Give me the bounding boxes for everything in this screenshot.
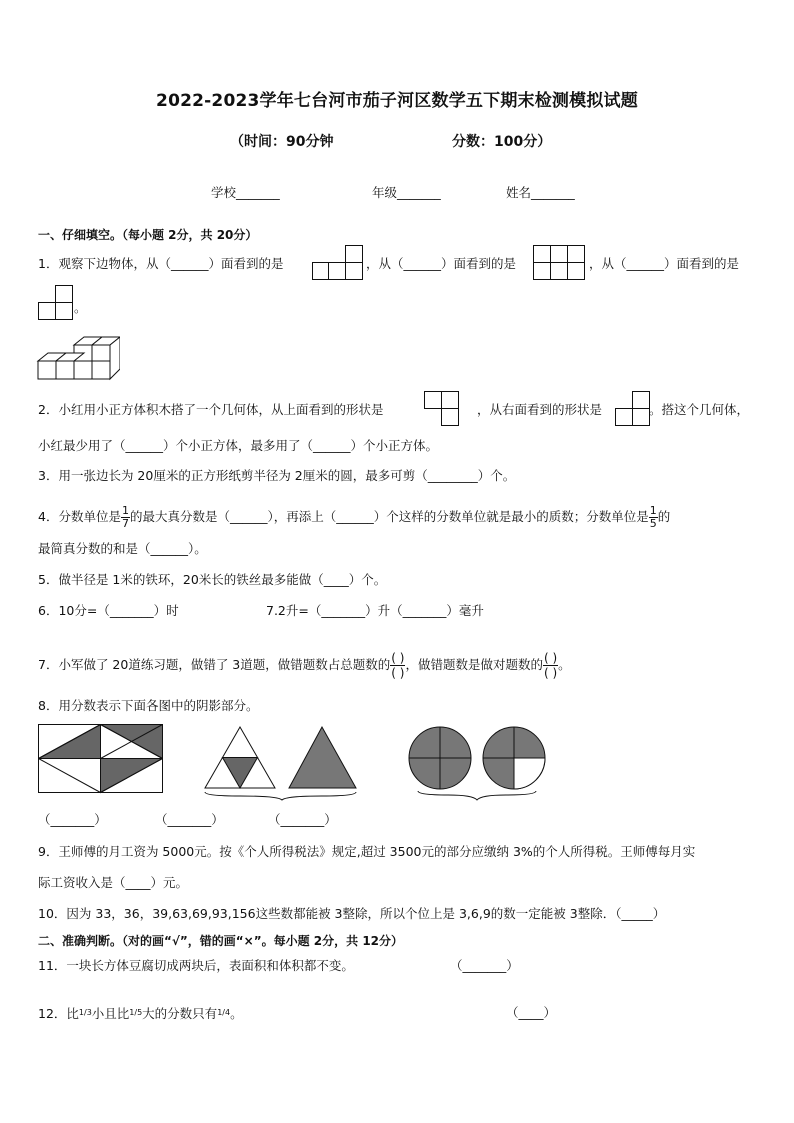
q12-part-b: 小且比 (91, 1006, 130, 1021)
q10-text: 10．因为 33，36，39,63,69,93,156这些数都能被 3整除，所以个位上是 3,6,9的数一定能被 3整除．（_____） (38, 906, 666, 921)
q2-right-view-grid (615, 391, 650, 426)
q8-rectangle-figure (38, 724, 164, 794)
q8-blank-1[interactable]: （_______） (38, 812, 107, 827)
q12-part-a: 12．比 (38, 1006, 79, 1021)
q12-fraction-3: 1/4 (217, 1008, 231, 1017)
q1-view-grid-1 (312, 245, 363, 280)
q4-frac2-den: 5 (649, 517, 657, 530)
q8-blank-3[interactable]: （_______） (268, 812, 337, 827)
q4-frac2-num: 1 (649, 504, 657, 517)
q2-top-view-grid (424, 391, 459, 426)
q7-part-a: 7．小军做了 20道练习题，做错了 3道题，做错题数占总题数的 (38, 657, 391, 672)
q1-part-b: ，从（______）面看到的是 (366, 256, 517, 271)
q12-fraction-2: 1/5 (129, 1008, 143, 1017)
q12-part-c: 大的分数只有 (142, 1006, 218, 1021)
q6-part-a: 6．10分=（_______）时 (38, 603, 179, 618)
q4-frac1-den: 7 (121, 517, 129, 530)
q3-text: 3．用一张边长为 20厘米的正方形纸剪半径为 2厘米的圆，最多可剪（________）个。 (38, 468, 516, 483)
q7-blank2-num: ( ) (543, 651, 558, 665)
q8-blank-2[interactable]: （_______） (155, 812, 224, 827)
q4-line2: 最简真分数的和是（______）。 (38, 541, 207, 556)
q12-fraction-1: 1/3 (78, 1008, 92, 1017)
q2-part-c: 。搭这个几何体， (649, 402, 750, 417)
q8-circles-figure (408, 723, 548, 803)
q11-blank[interactable]: （_______） (450, 958, 519, 973)
q8-triangles-figure (200, 722, 365, 802)
q7-fraction-blank-1[interactable] (390, 651, 405, 680)
section1-heading: 一、仔细填空。（每小题 2分，共 20分） (38, 228, 258, 242)
q1-cube-figure (36, 333, 120, 381)
q1-view-grid-2 (533, 245, 585, 280)
q4-part-c: 的 (657, 509, 671, 524)
q7-blank1-den: ( ) (391, 666, 405, 680)
section2-heading: 二、准确判断。（对的画“√”，错的画“×”。每小题 2分，共 12分） (38, 934, 404, 948)
exam-score: 分数：100分） (452, 134, 552, 150)
q12-part-d: 。 (230, 1006, 243, 1021)
q2-part-b: ，从右面看到的形状是 (477, 402, 603, 417)
q7-part-b: ，做错题数是做对题数的 (405, 657, 543, 672)
page-title: 2022-2023学年七台河市茄子河区数学五下期末检测模拟试题 (156, 91, 638, 111)
grade-field[interactable]: 年级_______ (372, 185, 441, 200)
q6-part-b: 7.2升=（_______）升（_______）毫升 (266, 603, 484, 618)
q4-fraction-1 (121, 505, 130, 530)
q7-part-c: 。 (558, 657, 571, 672)
q12-line (38, 1005, 243, 1022)
q7-line (38, 651, 571, 680)
q4-part-b: 的最大真分数是（______），再添上（______）个这样的分数单位就是最小的质数；分数单位是 (129, 509, 649, 524)
q4-part-a: 4．分数单位是 (38, 509, 121, 524)
q7-fraction-blank-2[interactable] (543, 651, 558, 680)
q2-line2: 小红最少用了（______）个小正方体，最多用了（______）个小正方体。 (38, 438, 439, 453)
name-field[interactable]: 姓名_______ (506, 185, 575, 200)
q5-text: 5．做半径是 1米的铁环，20米长的铁丝最多能做（____）个。 (38, 572, 387, 587)
q1-part-a: 1．观察下边物体，从（______）面看到的是 (38, 256, 284, 271)
q12-blank[interactable]: （____） (506, 1005, 557, 1020)
q7-blank2-den: ( ) (543, 666, 558, 680)
q4-fraction-2 (649, 505, 658, 530)
q9-line2: 际工资收入是（____）元。 (38, 875, 189, 890)
q1-part-d: 。 (74, 300, 87, 315)
q4-frac1-num: 1 (121, 504, 129, 517)
q11-text: 11．一块长方体豆腐切成两块后，表面积和体积都不变。 (38, 958, 354, 973)
q9-line1: 9．王师傅的月工资为 5000元。按《个人所得税法》规定,超过 3500元的部分应缴纳 3%的个人所得税。王师傅每月实 (38, 844, 696, 859)
q4-line1 (38, 505, 670, 530)
q1-part-c: ，从（______）面看到的是 (589, 256, 740, 271)
q8-text: 8．用分数表示下面各图中的阴影部分。 (38, 698, 259, 713)
q7-blank1-num: ( ) (391, 651, 405, 665)
exam-time: （时间：90分钟 (230, 134, 334, 150)
q1-view-grid-3 (38, 285, 73, 320)
school-field[interactable]: 学校_______ (211, 185, 280, 200)
q2-part-a: 2．小红用小正方体积木搭了一个几何体，从上面看到的形状是 (38, 402, 384, 417)
